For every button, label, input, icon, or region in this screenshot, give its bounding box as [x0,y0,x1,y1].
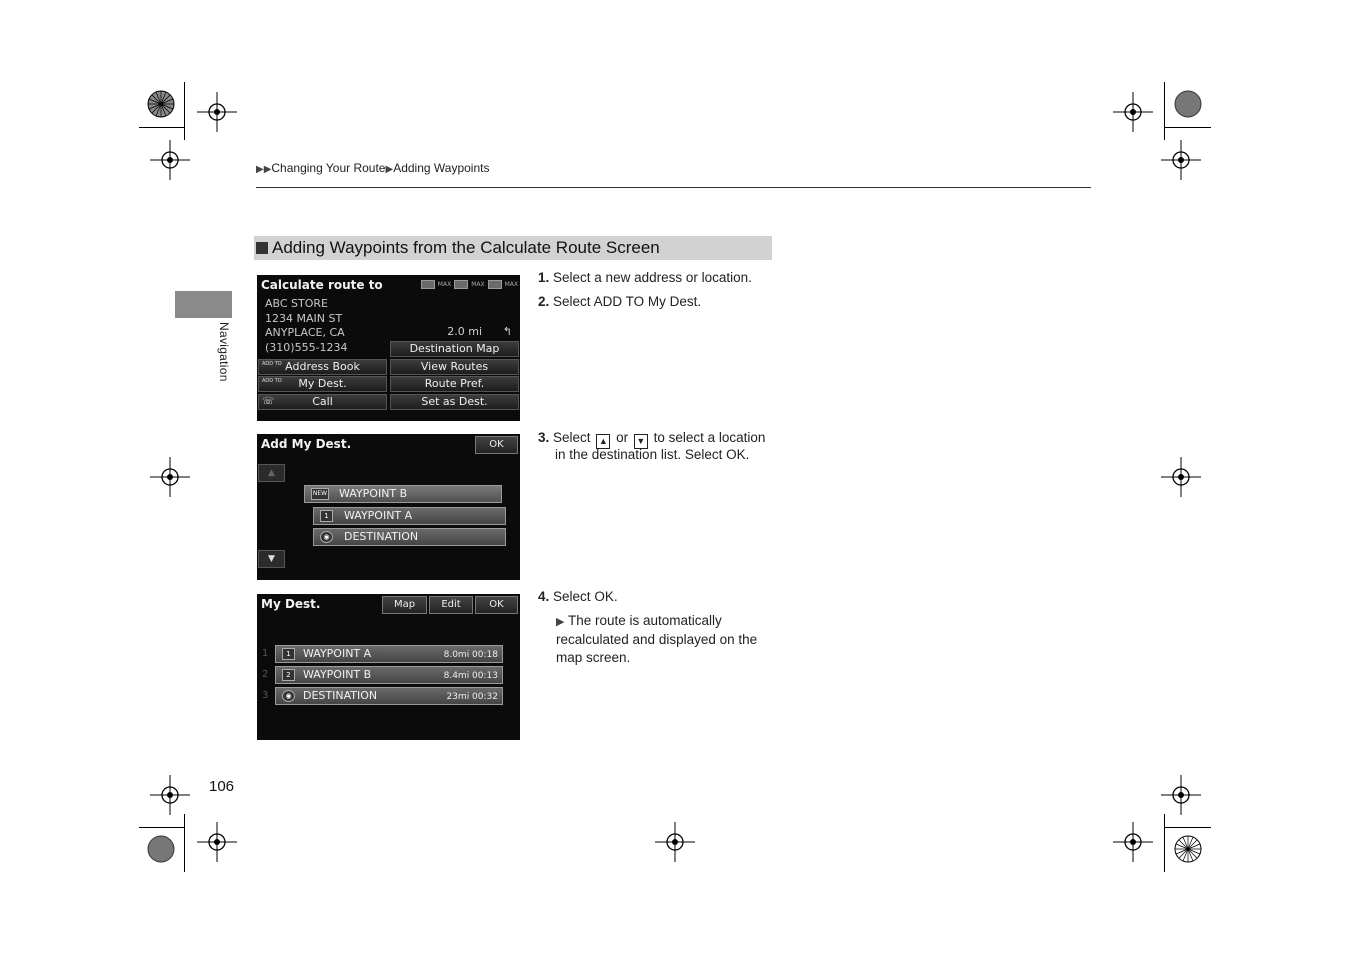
square-bullet-icon [256,242,268,254]
list-item-label: WAYPOINT A [303,647,372,660]
list-item-label: DESTINATION [344,530,419,543]
step-text: Select [553,589,595,604]
set-as-dest-button[interactable]: Set as Dest. [390,394,519,410]
car-icon [454,280,468,289]
list-item-waypoint-b[interactable] [275,666,503,684]
address-line: ANYPLACE, CA [265,326,345,339]
step-emphasis: OK [726,447,746,462]
step-number: 3. [538,430,550,445]
step-1 [538,270,752,285]
fuel-icon [488,280,502,289]
address-book-label: Address Book [285,360,360,373]
registration-mark-icon [1161,457,1201,497]
registration-mark-icon [150,140,190,180]
list-item-label: WAYPOINT B [339,487,408,500]
breadcrumb [256,161,489,175]
distance-time: 8.0mi 00:18 [443,650,498,660]
note-text: The route is automatically recalculated and displayed on the map screen. [556,613,758,665]
color-target-icon [1173,89,1203,119]
distance-readout: 2.0 mi [447,325,482,338]
side-tab [175,291,232,318]
screen-title: My Dest. [261,597,321,611]
step-text: in the destination list. Select [555,447,727,462]
step-3-line-2: in the destination list. Select OK. [555,447,750,462]
crop-line [139,827,185,828]
step-text: Select [553,294,594,309]
phone-icon [421,280,435,289]
section-title-text: Adding Waypoints from the Calculate Route Screen [272,238,660,257]
destination-icon: ◉ [282,690,295,702]
registration-mark-icon [150,775,190,815]
address-line: (310)555-1234 [265,341,348,354]
registration-mark-icon [150,457,190,497]
my-dest-button[interactable] [258,376,387,392]
row-number: 2 [262,669,269,680]
registration-mark-icon [655,822,695,862]
flag-icon: 1 [282,648,295,660]
new-badge: NEW [311,488,329,500]
my-dest-label: My Dest. [298,377,347,390]
distance-time: 8.4mi 00:13 [443,671,498,681]
down-arrow-icon: ▼ [634,434,648,449]
add-my-dest-screen [257,434,520,580]
list-item-waypoint-a[interactable] [313,507,506,525]
page-number: 106 [209,778,235,795]
step-text: Select [553,430,595,445]
calculate-route-screen [257,275,520,421]
breadcrumb-arrow-icon: ▶ [385,164,394,175]
crop-line [139,127,185,128]
map-button[interactable]: Map [382,596,427,614]
color-target-icon [1173,834,1203,864]
view-routes-button[interactable]: View Routes [390,359,519,375]
list-item-label: DESTINATION [303,689,378,702]
crop-line [184,814,185,872]
row-number: 1 [262,648,269,659]
header-rule [256,187,1091,188]
route-pref-button[interactable]: Route Pref. [390,376,519,392]
registration-mark-icon [197,92,237,132]
registration-mark-icon [1113,822,1153,862]
crop-line [1164,827,1211,828]
registration-mark-icon [197,822,237,862]
list-item-label: WAYPOINT A [344,509,413,522]
add-to-tag: ADD TO [262,378,282,384]
call-label: Call [312,395,333,408]
step-number: 1. [538,270,550,285]
ok-button[interactable]: OK [475,436,518,454]
note-arrow-icon: ▶ [556,616,565,628]
list-item-destination[interactable] [313,528,506,546]
list-item-new-waypoint[interactable] [304,485,502,503]
destination-icon: ◉ [320,531,333,543]
breadcrumb-part-1: Changing Your Route [271,161,386,175]
registration-mark-icon [1113,92,1153,132]
row-number: 3 [262,690,269,701]
step-number: 2. [538,294,550,309]
add-to-tag: ADD TO [262,361,282,367]
step-text: to select a location [653,430,766,445]
breadcrumb-arrow-icon: ▶▶ [256,164,272,175]
step-number: 4. [538,589,550,604]
scroll-up-button[interactable]: ▲ [258,464,285,482]
color-target-icon [146,834,176,864]
step-emphasis: OK [594,589,614,604]
flag-icon: 1 [320,510,333,522]
ok-button[interactable]: OK [475,596,518,614]
list-item-label: WAYPOINT B [303,668,372,681]
scroll-down-button[interactable]: ▼ [258,550,285,568]
crop-line [184,82,185,140]
up-arrow-icon: ▲ [596,434,610,449]
call-button[interactable] [258,394,387,410]
registration-mark-icon [1161,140,1201,180]
list-item-destination[interactable] [275,687,503,705]
breadcrumb-part-2: Adding Waypoints [393,161,490,175]
list-item-waypoint-a[interactable] [275,645,503,663]
step-text: or [616,430,629,445]
flag-icon: 2 [282,669,295,681]
screen-title: Calculate route to [261,278,383,292]
step-4: 4. Select OK. [538,589,618,604]
step-2 [538,294,701,309]
direction-icon: ↰ [502,325,512,338]
address-line: 1234 MAIN ST [265,312,343,325]
section-title [254,236,772,260]
my-dest-screen [257,594,520,740]
crop-line [1164,814,1165,872]
address-line: ABC STORE [265,297,329,310]
step-text: Select a new address or location. [553,270,752,285]
step-emphasis: ADD TO My Dest. [593,294,702,309]
destination-map-button[interactable]: Destination Map [390,341,519,357]
map-icons: MAX MAX MAX [421,280,518,290]
screen-title: Add My Dest. [261,437,352,451]
address-book-button[interactable] [258,359,387,375]
crop-line [1164,127,1211,128]
phone-icon: ☏ [262,396,275,407]
crop-line [1164,82,1165,140]
color-target-icon [146,89,176,119]
side-tab-label: Navigation [217,322,231,382]
distance-time: 23mi 00:32 [446,692,498,702]
edit-button[interactable]: Edit [429,596,473,614]
registration-mark-icon [1161,775,1201,815]
step-4-note [556,612,766,667]
